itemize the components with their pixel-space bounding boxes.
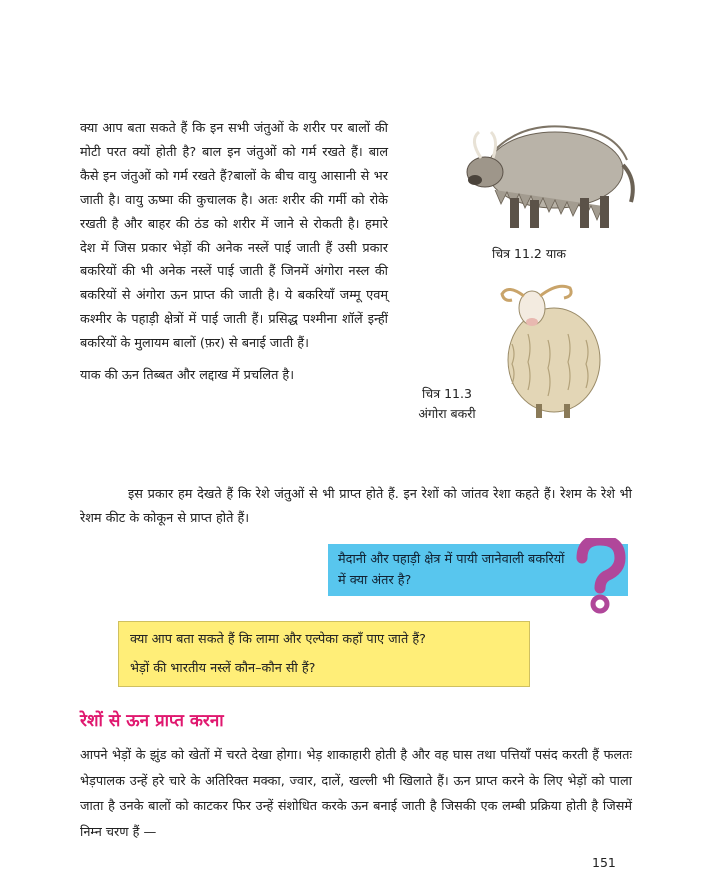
left-text-column: [80, 117, 388, 388]
page-number: 151: [592, 855, 616, 870]
question-text: मैदानी और पहाड़ी क्षेत्र में पायी जानेवाली बकरियों में क्या अंतर है?: [338, 552, 565, 588]
animal-hair-paragraph: क्या आप बता सकते हैं कि इन सभी जंतुओं के शरीर पर बालों की मोटी परत क्यों होती है? बाल इन जंतुओं को गर्म रखते हैं। बाल कैसे इन जंतुओं को गर्म रखते हैं?बालों के बीच वायु आसानी से भर जाती है। वायु ऊष्मा की कुचालक है। अतः शरीर की गर्मी को रोके रखती है और बाहर की ठंड को शरीर में जाने से रोकती है। हमारे देश में जिस प्रकार भेड़ों की अनेक नस्लें पाई जाती हैं उसी प्रकार बकरियों की भी अनेक नस्लें पाई जाती हैं जिनमें अंगोरा नस्ल की बकरियों से अंगोरा ऊन प्राप्त की जाती है। ये बकरियाँ जम्मू एवम् कश्मीर के पहाड़ी क्षेत्रों में पाई जाती हैं। प्रसिद्ध पश्मीना शॉलें इन्हीं बकरियों के मुलायम बालों (फ़र) से बनाई जाती हैं।: [80, 121, 388, 352]
sheep-rearing-paragraph: आपने भेड़ों के झुंड को खेतों में चरते देखा होगा। भेड़ शाकाहारी होती है और वह घास तथा पत्तियाँ पसंद करती हैं फलतः भेड़पालक उन्हें हरे चारे के अतिरिक्त मक्का, ज्वार, दालें, खल्ली भी खिलाते हैं। ऊन प्राप्त करने के लिए भेड़ों को पाला जाता है उनके बालों को काटकर फिर उन्हें संशोधित करके ऊन बनाई जाती है जिसकी एक लम्बी प्रक्रिया होती है जिसमें निम्न चरण हैं —: [80, 748, 632, 840]
yak-illustration: [455, 110, 640, 235]
think-box: [118, 621, 530, 687]
goat-caption: [402, 384, 492, 424]
goat-figure: [498, 274, 606, 420]
question-box: [328, 544, 628, 596]
yak-caption: चित्र 11.2 याक: [492, 246, 566, 261]
goat-caption-number: चित्र 11.3: [422, 386, 472, 401]
section-heading: रेशों से ऊन प्राप्त करना: [80, 711, 224, 731]
sheep-breeds-question: भेड़ों की भारतीय नस्लें कौन–कौन सी हैं?: [130, 661, 316, 676]
yak-figure: [455, 110, 640, 235]
yak-wool-line: याक की ऊन तिब्बत और लद्दाख में प्रचलित है।: [80, 368, 295, 384]
goat-caption-name: अंगोरा बकरी: [418, 406, 476, 421]
llama-question: क्या आप बता सकते हैं कि लामा और एल्पेका कहाँ पाए जाते हैं?: [130, 632, 426, 647]
angora-goat-illustration: [498, 274, 606, 420]
question-mark-icon: [570, 538, 628, 614]
animal-fibre-paragraph: इस प्रकार हम देखते हैं कि रेशे जंतुओं से भी प्राप्त होते हैं. इन रेशों को जांतव रेशा कहते हैं। रेशम के रेशे भी रेशम कीट के कोकून से प्राप्त होते हैं।: [80, 487, 632, 526]
